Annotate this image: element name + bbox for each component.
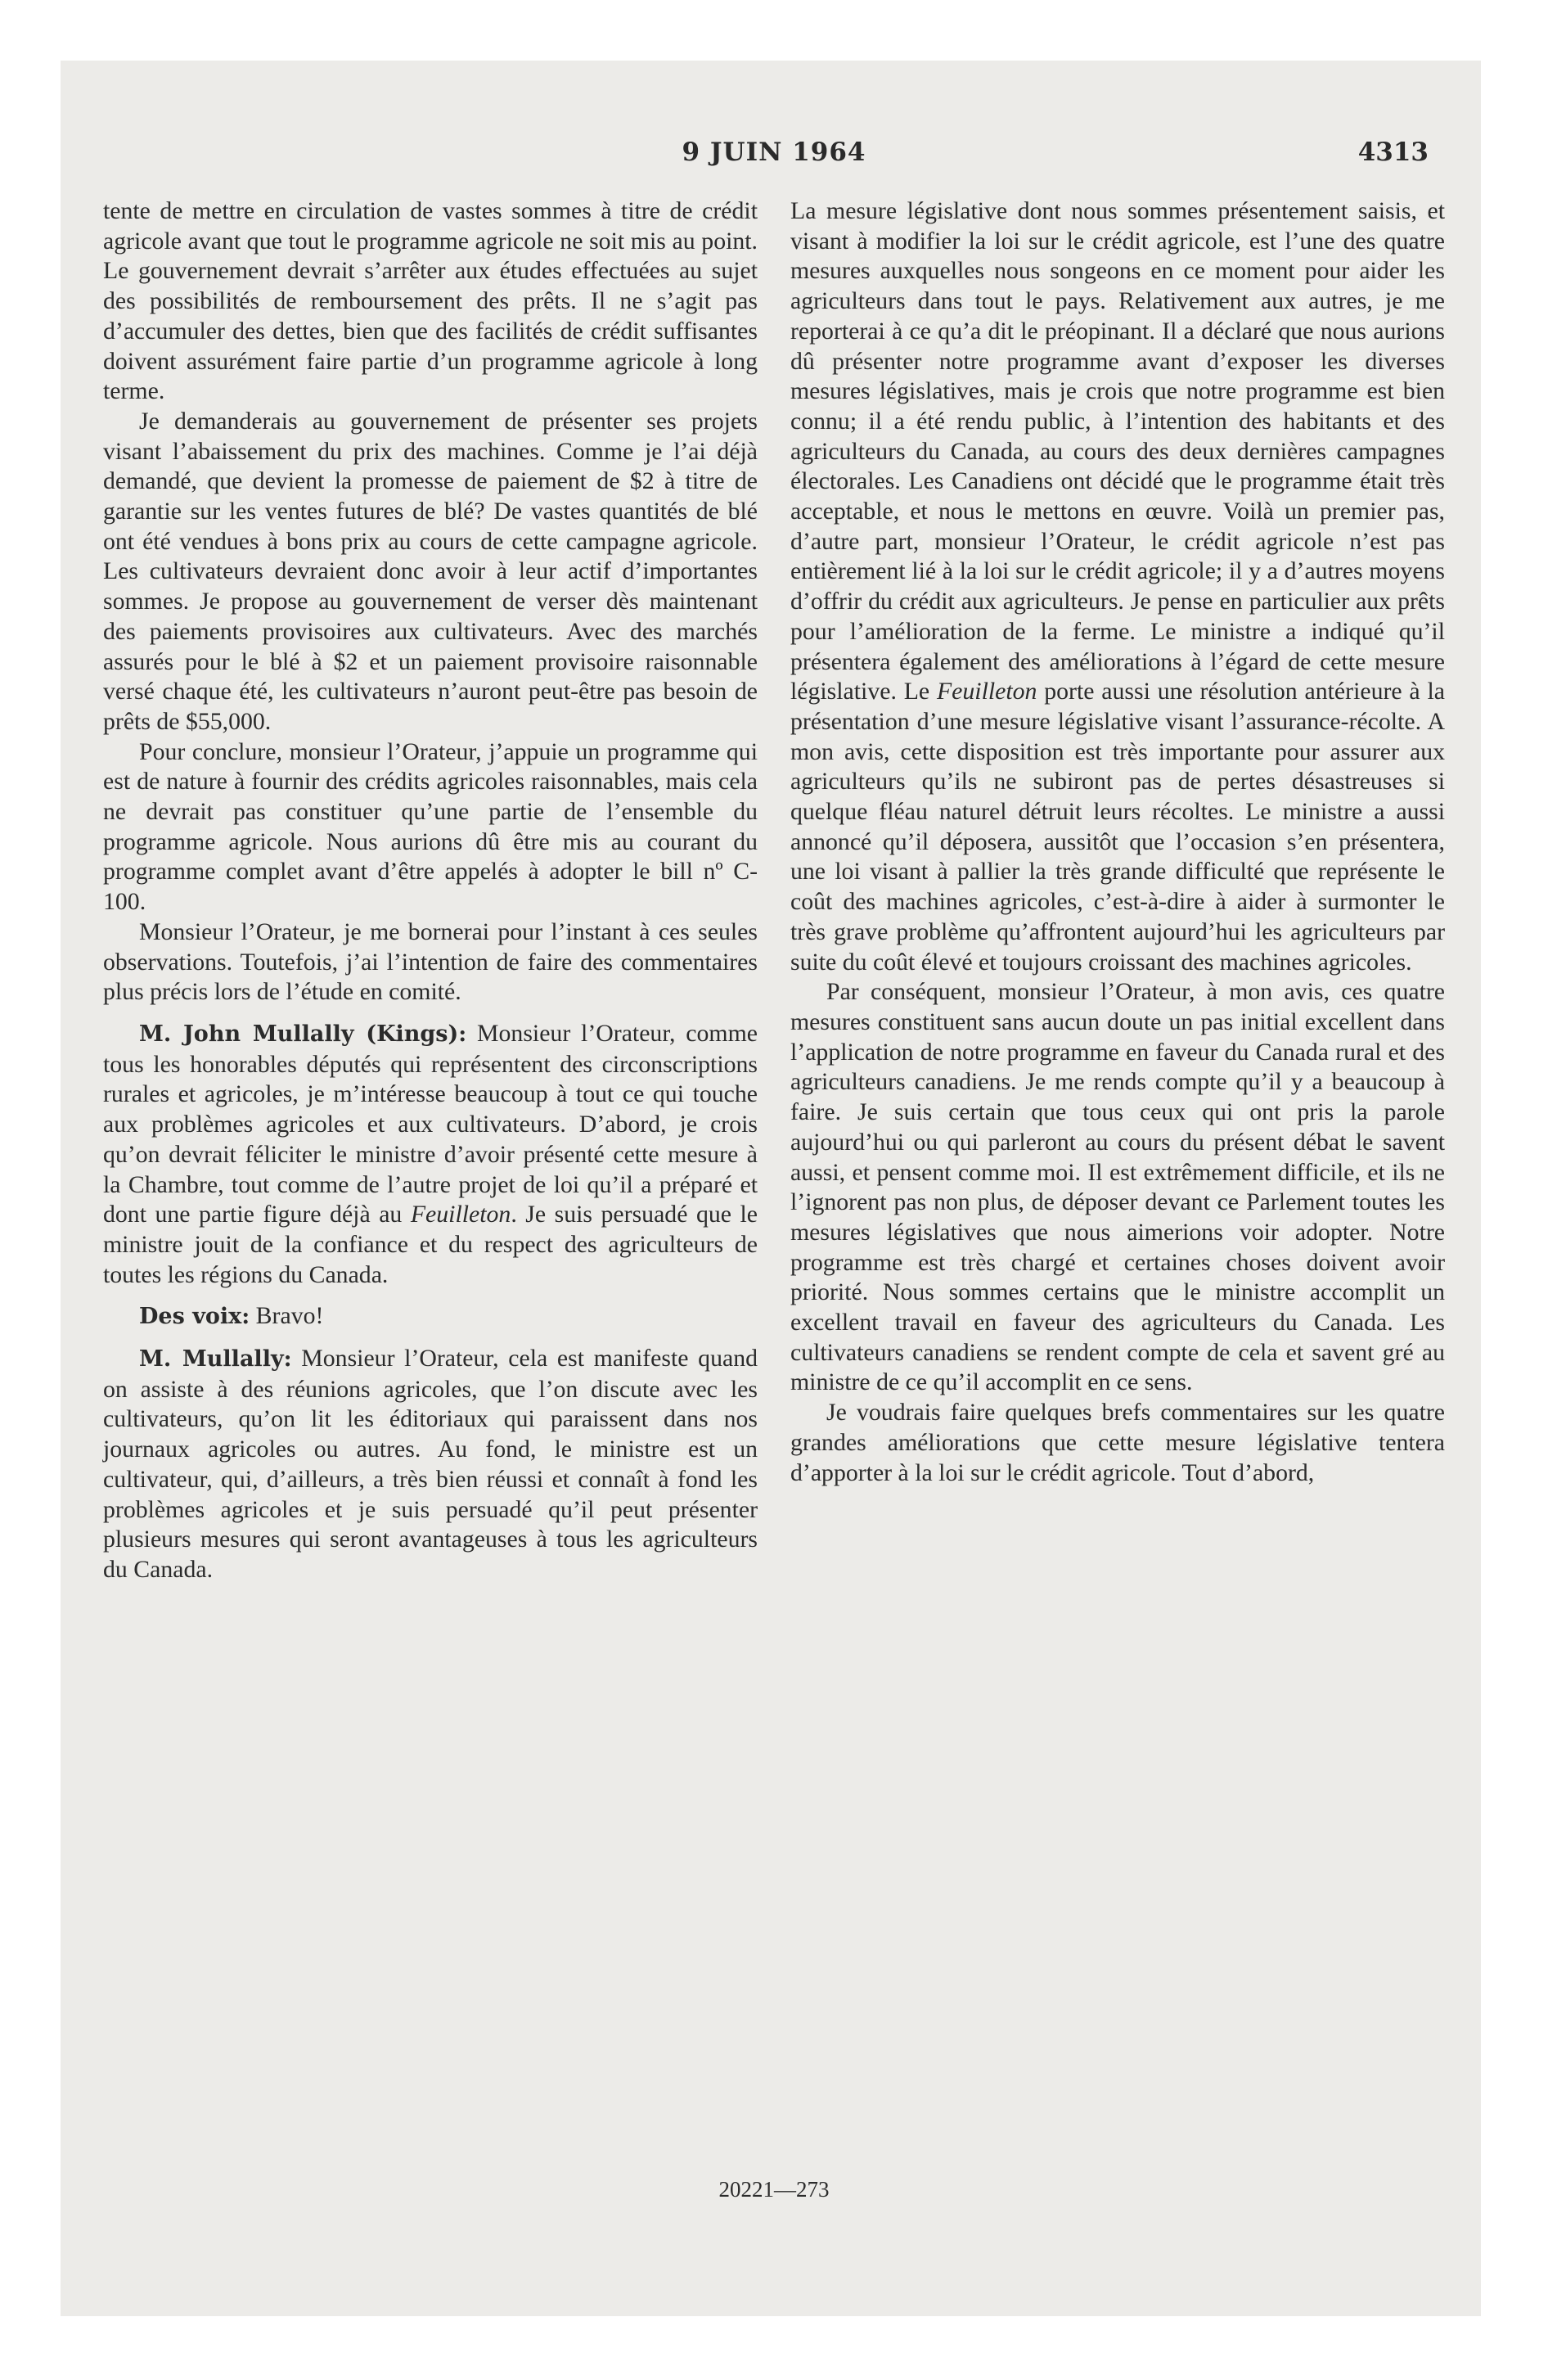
speech-mullally-kings xyxy=(103,1019,758,1290)
speaker-name: M. John Mullally (Kings): xyxy=(139,1021,467,1047)
page-number: 4313 xyxy=(1357,137,1429,167)
paragraph-text: La mesure législative dont nous sommes présentement saisis, et visant à modifier la loi sur le crédit agricole, est l’une des quatre mesures auxquelles nous songeons en ce moment pour aider les agriculteurs dans tout le pays. Relativement aux autres, je me reporterai à ce qu’a dit le préopinant. Il a déclaré que nous aurions dû présenter notre programme avant d’exposer les diverses mesures législatives, mais je crois que notre programme est bien connu; il a été rendu public, à l’intention des habitants et des agriculteurs du Canada, au cours des deux dernières campagnes électorales. Les Canadiens ont décidé que le programme était très acceptable, et nous le mettons en œuvre. Voilà un premier pas, d’autre part, monsieur l’Orateur, le crédit agricole n’est pas entièrement lié à la loi sur le crédit agricole; il y a d’autres moyens d’offrir du crédit aux agriculteurs. Je pense en particulier aux prêts pour l’amélioration de la ferme. Le ministre a indiqué qu’il présentera également des améliorations à l’égard de cette mesure législative. Le xyxy=(790,197,1445,705)
paragraph: Pour conclure, monsieur l’Orateur, j’appuie un programme qui est de nature à fournir des crédits agricoles raisonnables, mais cela ne devrait pas constituer qu’une partie de l’ensemble du programme agricole. Nous aurions dû être mis au courant du programme complet avant d’être appelés à adopter le bill nº C-100. xyxy=(103,737,758,916)
page-footer-code: 20221—273 xyxy=(718,2177,830,2202)
paragraph: Monsieur l’Orateur, je me bornerai pour l’instant à ces seules observations. Toutefois, j’ai l’intention de faire des commentaires plus précis lors de l’étude en comité. xyxy=(103,917,758,1006)
paragraph: Je voudrais faire quelques brefs commentaires sur les quatre grandes améliorations que cette mesure législative tentera d’apporter à la loi sur le crédit agricole. Tout d’abord, xyxy=(790,1399,1445,1486)
paragraph: Par conséquent, monsieur l’Orateur, à mon avis, ces quatre mesures constituent sans aucun doute un pas initial excellent dans l’application de notre programme en faveur du Canada rural et des agriculteurs canadiens. Je me rends compte qu’il y a beaucoup à faire. Je suis certain que tous ceux qui ont pris la parole aujourd’hui ou qui parleront au cours du présent débat le savent aussi, et pensent comme moi. Il est extrêmement difficile, et ils ne l’ignorent pas non plus, de déposer devant ce Parlement toutes les mesures législatives que nous aimerions voir adopter. Notre programme est très chargé et certaines choses doivent avoir priorité. Nous sommes certains que le ministre accomplit un excellent travail en faveur des agriculteurs du Canada. Les cultivateurs canadiens se rendent compte de cela et savent gré au ministre de ce qu’il accomplit en ce sens. xyxy=(790,978,1445,1396)
paragraph-text: porte aussi une résolution antérieure à la présentation d’une mesure législative visant l’assurance-récolte. A mon avis, cette disposition est très importante pour assurer aux agriculteurs qu’ils ne subiront pas de pertes désastreuses si quelque fléau naturel détruit leurs récoltes. Le ministre a aussi annoncé qu’il déposera, aussitôt que l’occasion s’en présentera, une loi visant à pallier la très grande difficulté que représente le coût des machines agricoles, c’est-à-dire à aider à surmonter le très grave problème qu’affrontent aujourd’hui les agriculteurs par suite du coût élevé et toujours croissant des machines agricoles. xyxy=(790,678,1445,976)
speech-text: Monsieur l’Orateur, comme tous les honorables députés qui représentent des circonscriptions rurales et agricoles, je m’intéresse beaucoup à tout ce qui touche aux problèmes agricoles et aux cultivateurs. D’abord, je crois qu’on devrait féliciter le ministre d’avoir présenté cette mesure à la Chambre, tout comme de l’autre projet de loi qu’il a préparé et dont une partie figure déjà au xyxy=(103,1019,758,1228)
italic-term: Feuilleton xyxy=(410,1201,511,1228)
page-header xyxy=(0,137,1548,170)
left-column xyxy=(103,196,758,1585)
speech-text: Monsieur l’Orateur, cela est manifeste quand on assiste à des réunions agricoles, que l’on discute avec les cultivateurs, qu’on lit les éditoriaux qui paraissent dans nos journaux agricoles ou autres. Au fond, le ministre est un cultivateur, qui, d’ailleurs, a très bien réussi et connaît à fond les problèmes agricoles et je suis persuadé qu’il peut présenter plusieurs mesures qui seront avantageuses à tous les agriculteurs du Canada. xyxy=(103,1345,758,1583)
paragraph xyxy=(790,196,1445,977)
italic-term: Feuilleton xyxy=(936,678,1037,705)
right-column xyxy=(790,196,1445,1488)
speaker-name: Des voix: xyxy=(139,1304,250,1330)
paragraph: tente de mettre en circulation de vastes sommes à titre de crédit agricole avant que tout le programme agricole ne soit mis au point. Le gouvernement devrait s’arrêter aux études effectuées au sujet des possibilités de remboursement des prêts. Il ne s’agit pas d’accumuler des dettes, bien que des facilités de crédit suffisantes doivent assurément faire partie d’un programme agricole à long terme. xyxy=(103,197,758,405)
speech-text: Bravo! xyxy=(250,1302,324,1330)
paragraph: Je demanderais au gouvernement de présenter ses projets visant l’abaissement du prix des machines. Comme je l’ai déjà demandé, que devient la promesse de paiement de $2 à titre de garantie sur les ventes futures de blé? De vastes quantités de blé ont été vendues à bons prix au cours de cette campagne agricole. Les cultivateurs devraient donc avoir à leur actif d’importantes sommes. Je propose au gouvernement de verser dès maintenant des paiements provisoires aux cultivateurs. Avec des marchés assurés pour le blé à $2 et un paiement provisoire raisonnable versé chaque été, les cultivateurs n’auront peut-être pas besoin de prêts de $55,000. xyxy=(103,407,758,735)
speech-text: . Je suis persuadé que le ministre jouit de la confiance et du respect des agriculteurs de toutes les régions du Canada. xyxy=(103,1201,758,1288)
speech-des-voix xyxy=(103,1301,758,1332)
page-date: 9 JUIN 1964 xyxy=(682,137,866,167)
speech-mullally xyxy=(103,1344,758,1585)
speaker-name: M. Mullally: xyxy=(139,1346,292,1373)
